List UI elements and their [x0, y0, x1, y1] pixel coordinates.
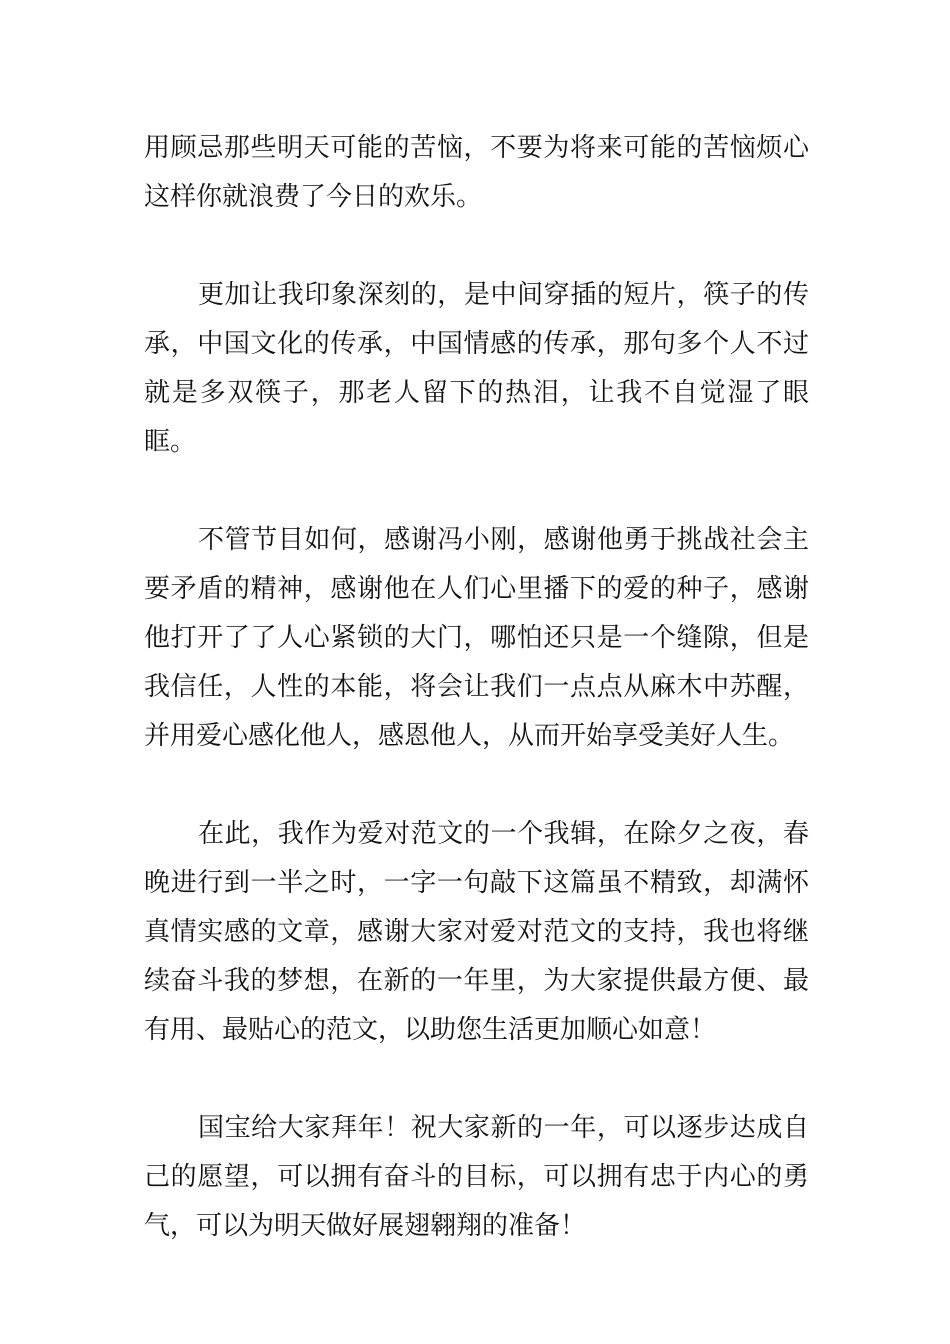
paragraph-gap: [144, 1055, 809, 1104]
paragraph-gap: [144, 761, 809, 810]
paragraph-5: 国宝给大家拜年！祝大家新的一年，可以逐步达成自己的愿望，可以拥有奋斗的目标，可以拥有忠于内心的勇气，可以为明天做好展翅翱翔的准备！: [144, 1113, 809, 1241]
paragraph-3: 不管节目如何，感谢冯小刚，感谢他勇于挑战社会主要矛盾的精神，感谢他在人们心里播下的爱的种子，感谢他打开了了人心紧锁的大门，哪怕还只是一个缝隙，但是我信任，人性的本能，将会让我们一点点从麻木中苏醒，并用爱心感化他人，感恩他人，从而开始享受美好人生。: [144, 525, 809, 751]
paragraph-4: 在此，我作为爱对范文的一个我辑，在除夕之夜，春晚进行到一半之时，一字一句敲下这篇虽不精致，却满怀真情实感的文章，感谢大家对爱对范文的支持，我也将继续奋斗我的梦想，在新的一年里，为大家提供最方便、最有用、最贴心的范文，以助您生活更加顺心如意！: [144, 819, 809, 1045]
paragraph-gap: [144, 222, 809, 271]
paragraph-2: 更加让我印象深刻的，是中间穿插的短片，筷子的传承，中国文化的传承，中国情感的传承，那句多个人不过就是多双筷子，那老人留下的热泪，让我不自觉湿了眼眶。: [144, 280, 809, 457]
paragraph-1: 用顾忌那些明天可能的苦恼，不要为将来可能的苦恼烦心这样你就浪费了今日的欢乐。: [144, 133, 809, 212]
document-page: [144, 124, 809, 1251]
paragraph-gap: [144, 467, 809, 516]
